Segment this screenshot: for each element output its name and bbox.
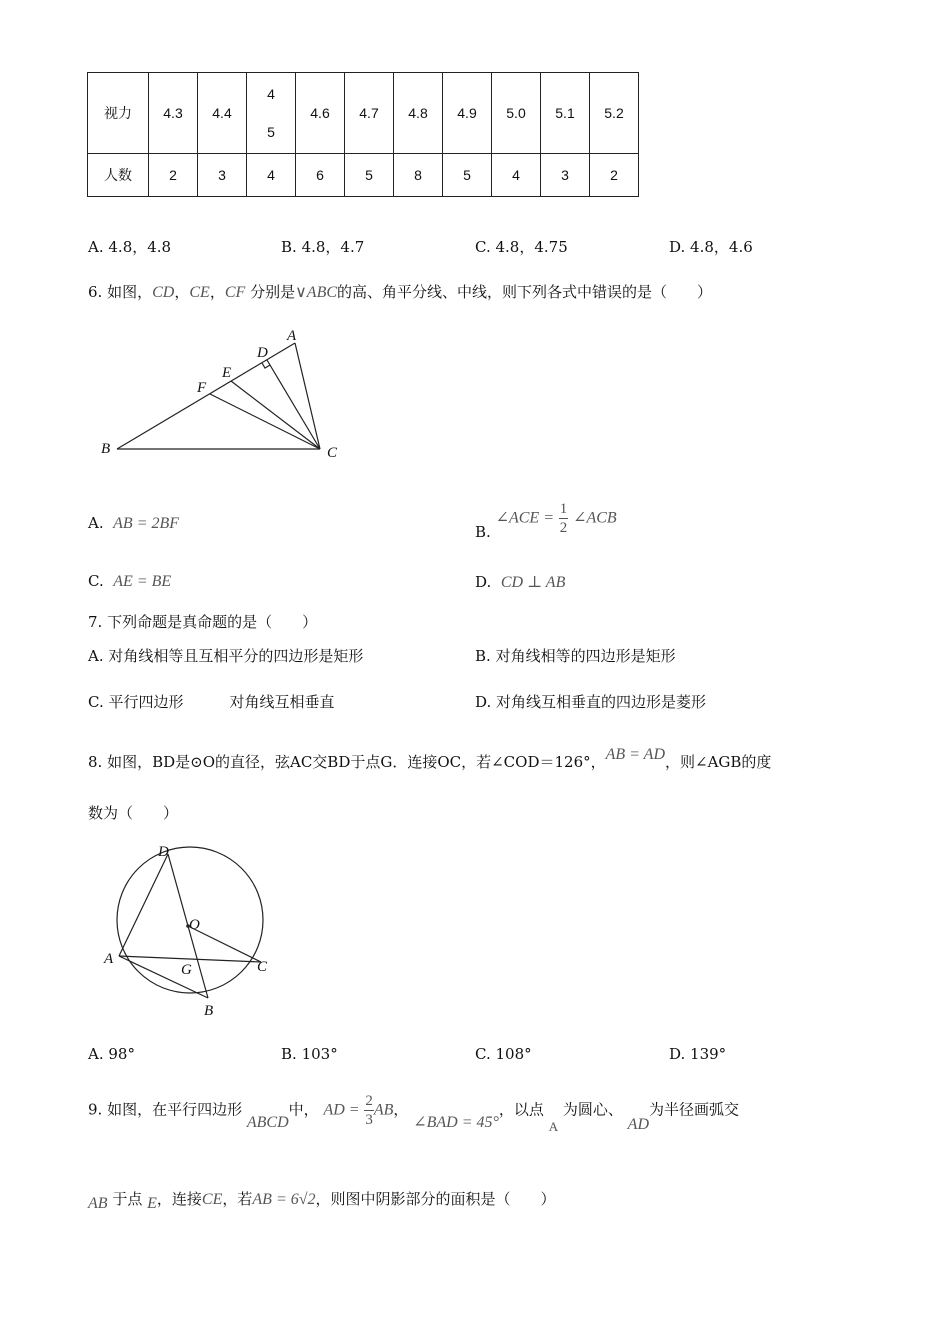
stem-text: 8. 如图，BD是⊙O的直径，弦AC交BD于点G．连接OC，若∠COD＝126°， <box>88 753 606 771</box>
option-text: 108° <box>495 1045 532 1063</box>
math-point-a: A <box>548 1118 559 1134</box>
q8-option-c[interactable] <box>475 1045 532 1063</box>
table-cell: 4.7 <box>345 73 394 154</box>
math-ab: AB <box>373 1101 394 1119</box>
split-digit: 5 <box>267 124 275 140</box>
option-key: C. <box>88 572 104 590</box>
math-triangle: ∨ABC <box>295 284 338 301</box>
stem-text: ，则∠AGB的度 <box>665 753 772 771</box>
label-b: B <box>204 1003 214 1019</box>
option-text: 对角线互相垂直的四边形是菱形 <box>496 693 707 711</box>
q5-option-b[interactable] <box>281 236 364 257</box>
option-key: C. <box>88 693 104 711</box>
stem-text: ，连接 <box>156 1190 202 1208</box>
stem-text: 为半径画弧交 <box>649 1100 740 1119</box>
math-ad: AD <box>627 1115 649 1133</box>
q7-option-a[interactable] <box>88 645 363 666</box>
option-text: 4.8，4.7 <box>301 238 365 256</box>
q7-option-d[interactable] <box>475 691 706 712</box>
option-key: A. <box>88 1045 104 1063</box>
q8-option-a[interactable] <box>88 1045 135 1063</box>
stem-text: 9. 如图，在平行四边形 <box>88 1100 243 1119</box>
table-cell-split <box>247 73 296 154</box>
label-d: D <box>257 345 268 361</box>
q7-option-c[interactable] <box>88 691 335 712</box>
q6-stem <box>88 281 712 302</box>
q7-stem: 7. 下列命题是真命题的是（ ） <box>88 613 318 631</box>
stem-text: ， <box>393 1100 409 1119</box>
table-cell: 2 <box>149 154 198 197</box>
q6-option-c[interactable] <box>88 572 171 591</box>
q6-option-b[interactable] <box>475 500 617 541</box>
denominator: 3 <box>365 1112 373 1128</box>
math-ad-eq: AD = <box>323 1101 360 1119</box>
stem-text: 的高、角平分线、中线，则下列各式中错误的是（ ） <box>337 283 713 301</box>
option-math: ∠ACB <box>573 509 617 527</box>
table-cell: 4.3 <box>149 73 198 154</box>
math-angle: ∠BAD = 45° <box>413 1113 499 1131</box>
table-cell: 5.0 <box>492 73 541 154</box>
table-cell: 4 <box>247 154 296 197</box>
table-cell: 4.8 <box>394 73 443 154</box>
option-text: 139° <box>690 1045 727 1063</box>
q8-stem-line1 <box>88 746 772 772</box>
label-g: G <box>181 962 192 978</box>
option-math: AB = 2BF <box>113 515 180 532</box>
label-f: F <box>197 380 207 396</box>
option-key: A. <box>88 238 104 256</box>
q8-option-d[interactable] <box>669 1045 726 1063</box>
q9-stem-line2 <box>88 1188 556 1212</box>
table-cell: 5 <box>345 154 394 197</box>
table-cell: 4.6 <box>296 73 345 154</box>
fraction <box>364 1092 374 1129</box>
q8-stem-line2: 数为（ ） <box>88 804 179 822</box>
option-key: A. <box>88 647 104 665</box>
triangle-figure <box>95 322 355 467</box>
q9-stem-line1 <box>88 1092 740 1134</box>
table-cell: 4 <box>492 154 541 197</box>
stem-text: ， <box>209 283 225 301</box>
stem-text: 如图， <box>107 283 153 301</box>
option-text: 对角线互相垂直 <box>229 693 335 711</box>
option-key: C. <box>475 238 491 256</box>
math-abcd: ABCD <box>246 1113 289 1131</box>
math-point-e: E <box>147 1195 157 1212</box>
label-c: C <box>257 959 268 975</box>
table-cell: 3 <box>198 154 247 197</box>
label-c: C <box>327 445 338 461</box>
split-digit: 4 <box>267 86 275 102</box>
table-cell: 4.4 <box>198 73 247 154</box>
option-key: C. <box>475 1045 491 1063</box>
label-a: A <box>287 328 297 344</box>
q5-option-a[interactable] <box>88 236 171 257</box>
math-arc-equal: AB = AD <box>605 746 666 763</box>
option-key: B. <box>281 238 297 256</box>
option-key: B. <box>475 647 491 665</box>
option-math: CD ⊥ AB <box>500 574 566 591</box>
stem-text: ，若 <box>222 1190 253 1208</box>
label-d: D <box>158 844 169 860</box>
row-header-count: 人数 <box>88 154 149 197</box>
option-math: ∠ACE = <box>495 509 554 527</box>
stem-text: ，以点 <box>498 1100 544 1119</box>
q6-option-a[interactable] <box>88 514 179 533</box>
denominator: 2 <box>559 520 568 536</box>
label-b: B <box>101 441 111 457</box>
option-math: AE = BE <box>113 573 172 590</box>
math-ce: CE <box>189 284 210 301</box>
numerator: 2 <box>365 1093 373 1109</box>
option-key: D. <box>475 573 492 591</box>
math-ce: CE <box>201 1191 223 1208</box>
q7-option-b[interactable] <box>475 645 676 666</box>
stem-text: 于点 <box>112 1190 143 1208</box>
label-a: A <box>104 951 114 967</box>
table-cell: 8 <box>394 154 443 197</box>
label-o: O <box>189 917 200 933</box>
table-cell: 3 <box>541 154 590 197</box>
option-text: 对角线相等的四边形是矩形 <box>495 647 676 665</box>
table-cell: 5.1 <box>541 73 590 154</box>
fraction <box>559 500 569 537</box>
table-cell: 5.2 <box>590 73 639 154</box>
table-cell: 2 <box>590 154 639 197</box>
stem-text: 中， <box>288 1100 319 1119</box>
option-text: 98° <box>108 1045 135 1063</box>
math-ab-eq: AB = 6√2 <box>252 1191 316 1208</box>
circle-figure <box>98 840 288 1020</box>
label-e: E <box>222 365 232 381</box>
vision-table <box>87 72 639 197</box>
table-cell: 6 <box>296 154 345 197</box>
option-key: B. <box>475 522 491 541</box>
stem-text: ，则图中阴影部分的面积是（ ） <box>315 1190 556 1208</box>
table-cell: 4.9 <box>443 73 492 154</box>
option-key: D. <box>669 238 686 256</box>
math-ab: AB <box>88 1195 108 1212</box>
option-text: 103° <box>301 1045 338 1063</box>
option-key: D. <box>475 693 492 711</box>
option-text: 4.8，4.6 <box>690 238 753 256</box>
table-row <box>88 73 639 154</box>
stem-text: 为圆心、 <box>562 1100 623 1119</box>
option-key: A. <box>88 514 104 532</box>
option-key: B. <box>281 1045 297 1063</box>
option-text: 4.8，4.8 <box>108 238 172 256</box>
numerator: 1 <box>559 501 568 517</box>
q8-option-b[interactable] <box>281 1045 338 1063</box>
q6-option-d[interactable] <box>475 572 565 592</box>
math-cd: CD <box>152 284 175 301</box>
stem-text: ， <box>174 283 190 301</box>
option-text: 平行四边形 <box>108 693 184 711</box>
table-row <box>88 154 639 197</box>
stem-text: 分别是 <box>250 283 296 301</box>
q5-option-d[interactable] <box>669 236 753 257</box>
table-cell: 5 <box>443 154 492 197</box>
option-key: D. <box>669 1045 686 1063</box>
q5-option-c[interactable] <box>475 236 568 257</box>
row-header-vision: 视力 <box>88 73 149 154</box>
option-text: 4.8，4.75 <box>495 238 568 256</box>
math-cf: CF <box>224 284 246 301</box>
option-text: 对角线相等且互相平分的四边形是矩形 <box>108 647 364 665</box>
question-number: 6. <box>88 283 103 301</box>
